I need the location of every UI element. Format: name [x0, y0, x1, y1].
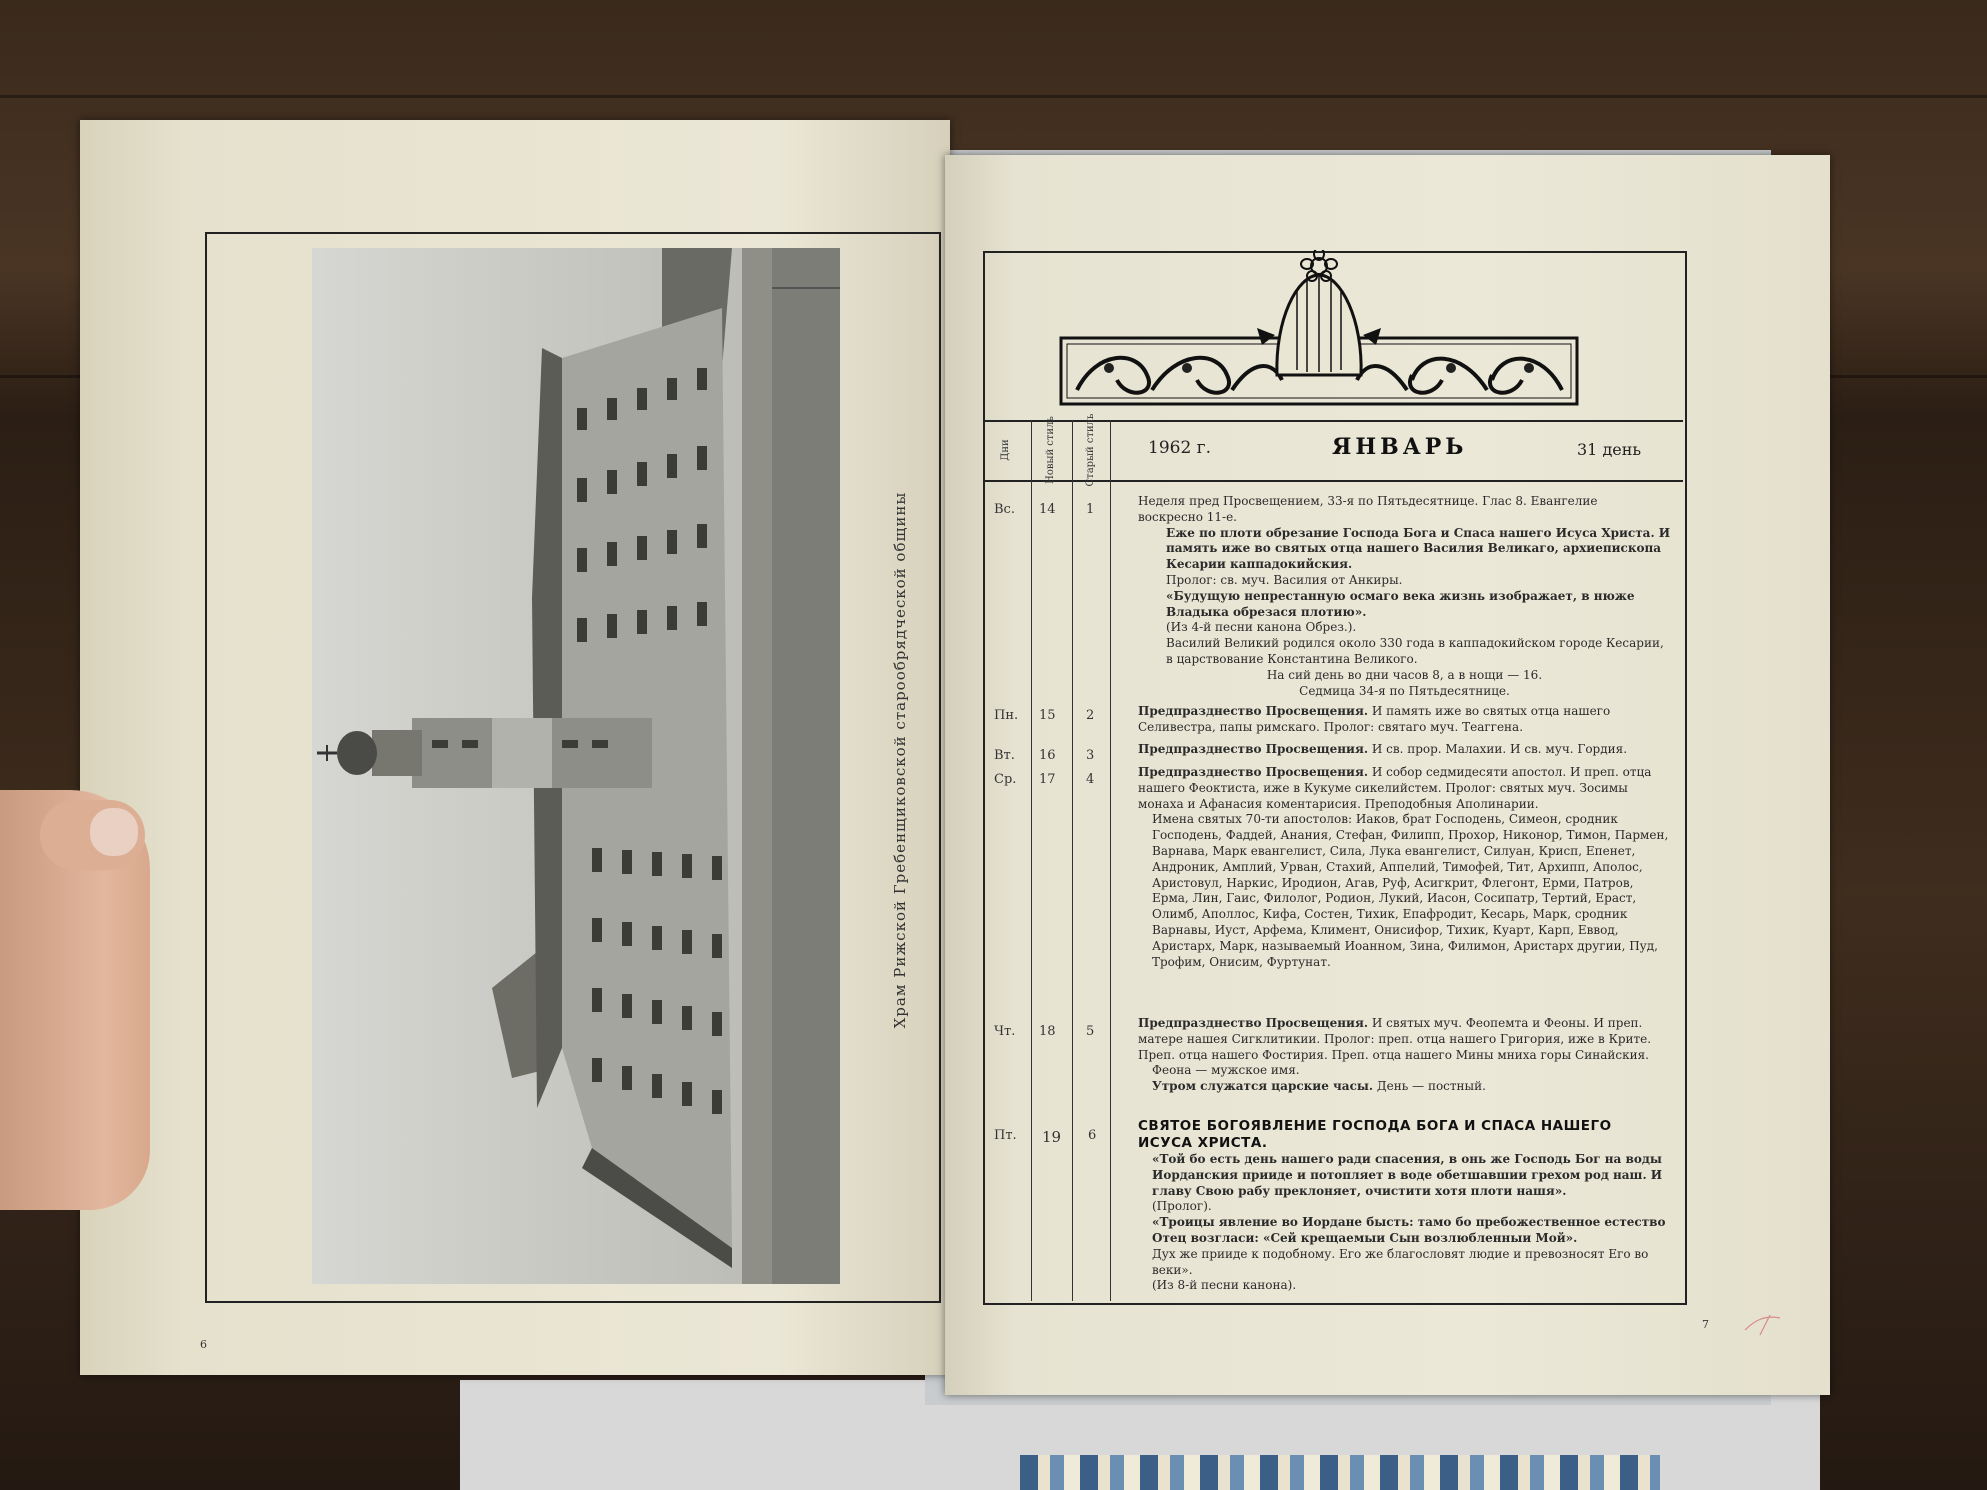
- new-style-date: 17: [1039, 772, 1056, 787]
- month-title: ЯНВАРЬ: [1332, 434, 1468, 460]
- day-name: Пт.: [994, 1128, 1017, 1143]
- page-number-right: 7: [1702, 1318, 1709, 1331]
- entry-text: [1138, 765, 1671, 970]
- entry-line: «Той бо есть день нашего ради спасения, в онь же Господь Бог на воды Иорданския прииде и потопляет в воде обетшавшии грехом род наш. И главу Свою рабу преклоняет, очистити хотя плоти нашя».: [1152, 1152, 1663, 1198]
- day-name: Пн.: [994, 708, 1019, 723]
- day-name: Ср.: [994, 772, 1017, 787]
- column-divider: [1110, 420, 1111, 1301]
- column-header-new-style: Новый стиль: [1045, 415, 1056, 484]
- entry-line: Утром служатся царские часы.: [1152, 1079, 1374, 1094]
- new-style-date: 15: [1039, 708, 1056, 723]
- entry-line: Неделя пред Просвещением, 33-я по Пятьдесятнице. Глас 8. Евангелие: [1138, 494, 1598, 508]
- day-name: Вт.: [994, 748, 1015, 763]
- photo-caption: Храм Рижской Гребенщиковской старообрядческой общины: [891, 491, 909, 1029]
- table-seam: [0, 95, 1987, 98]
- ornament-header-icon: [1057, 250, 1581, 408]
- entry-line: (Из 4-й песни канона Обрез.).: [1166, 620, 1357, 635]
- entry-line: «Троицы явление во Иордане бысть: тамо бо пребожественное естество Отец возгласи: «Сей крещаемыи Сын возлюбленныи Мой».: [1152, 1215, 1666, 1245]
- entry-line: «Будущую непрестанную осмаго века жизнь изображает, в нюже Владыка обрезася плотию».: [1166, 588, 1635, 619]
- entry-line: Имена святых 70-ти апостолов: Иаков, брат Господень, Симеон, сродник Господень, Фаддей, Анания, Стефан, Филипп, Прохор, Никонор, Тимон, Пармен, Варнава, Марк евангелист, Сила, Лука евангелист, Силуан, Крисп, Епенет, Андроник, Амплий, Урван, Стахий, Аппелий, Тимофей, Тит, Архипп, Аполос, Аристовул, Наркис, Иродион, Агав, Руф, Асигкрит, Флегонт, Ерми, Патров, Ерма, Лин, Гаис, Филолог, Родион, Лукий, Иасон, Сосипатр, Тертий, Ераст, Олимб, Аполлос, Кифа, Состен, Тихик, Епафродит, Кесарь, Марк, сродник Варнавы, Иуст, Арфема, Климент, Онисифор, Тихик, Куарт, Карп, Еввод, Аристарх, Марк, называемый Иоанном, Зина, Филимон, Аристарх другии, Пуд, Трофим, Онисим, Фуртунат.: [1152, 812, 1669, 969]
- day-name: Вс.: [994, 502, 1015, 517]
- entry-line: Предпразднество Просвещения.: [1138, 765, 1368, 779]
- day-name: Чт.: [994, 1024, 1016, 1039]
- entry-line: Дух же прииде к подобному. Его же благословят людие и превозносят Его во веки».: [1152, 1246, 1649, 1277]
- entry-line: День — постный.: [1376, 1079, 1486, 1094]
- entry-text: [1138, 1118, 1671, 1294]
- entry-line: Феона — мужское имя.: [1152, 1063, 1300, 1078]
- entry-line: Еже по плоти обрезание Господа Бога и Спаса нашего Исуса Христа. И память иже во святых отца нашего Василия Великаго, архиепископа Кесарии каппадокийския.: [1166, 525, 1671, 572]
- entry-line: (Пролог).: [1152, 1199, 1212, 1214]
- entry-line: воскресно 11-е.: [1138, 509, 1237, 524]
- old-style-date: 6: [1088, 1128, 1097, 1143]
- column-header-old-style: Старый стиль: [1085, 413, 1096, 486]
- entry-line: Василий Великий родился около 330 года в каппадокийском городе Кесарии, в царствование Константина Великого.: [1166, 636, 1664, 666]
- entry-line: Предпразднество Просвещения.: [1138, 704, 1368, 718]
- old-style-date: 1: [1086, 502, 1095, 517]
- entry-text: [1138, 1016, 1671, 1095]
- entry-line: И память иже во святых отца нашего Селивестра, папы римскаго. Пролог: святаго муч. Теаггена.: [1138, 704, 1611, 734]
- year-label: 1962 г.: [1148, 438, 1211, 458]
- entry-line: И святых муч. Феопемта и Феоны. И преп. матере нашея Сигклитикии. Пролог: преп. отца нашего Григория, иже в Крите. Преп. отца нашего Фостирия. Преп. отца нашего Мины мниха горы Синайския.: [1138, 1016, 1652, 1062]
- page-number-left: 6: [200, 1338, 207, 1351]
- new-style-date: 14: [1039, 502, 1056, 517]
- column-divider: [1072, 420, 1073, 1301]
- entry-text: [1138, 494, 1671, 699]
- new-style-date: 19: [1042, 1128, 1062, 1146]
- entry-line: Предпразднество Просвещения.: [1138, 1016, 1368, 1030]
- feast-title: СВЯТОЕ БОГОЯВЛЕНИЕ ГОСПОДА БОГА И СПАСА НАШЕГО ИСУСА ХРИСТА.: [1138, 1118, 1612, 1151]
- new-style-date: 18: [1039, 1024, 1056, 1039]
- old-style-date: 4: [1086, 772, 1095, 787]
- days-count: 31 день: [1577, 440, 1642, 459]
- old-style-date: 5: [1086, 1024, 1095, 1039]
- entry-line: Предпразднество Просвещения.: [1138, 742, 1368, 756]
- column-header-days: Дни: [1000, 438, 1011, 461]
- thumbnail-nail: [90, 808, 138, 856]
- entry-line: И собор седмидесяти апостол. И преп. отца нашего Феоктиста, иже в Кукуме сикелийстем. Пролог: святых муч. Зосимы монаха и Афанасия коментарисия. Преподобныя Аполинарии.: [1138, 765, 1652, 811]
- entry-text: [1138, 704, 1671, 736]
- old-style-date: 2: [1086, 708, 1095, 723]
- entry-line: Пролог: св. муч. Василия от Анкиры.: [1166, 572, 1403, 587]
- column-divider: [1031, 420, 1032, 1301]
- church-photo: [312, 248, 840, 1284]
- entry-line: (Из 8-й песни канона).: [1152, 1278, 1297, 1293]
- fabric-edge: [1020, 1455, 1660, 1490]
- old-style-date: 3: [1086, 748, 1095, 763]
- new-style-date: 16: [1039, 748, 1056, 763]
- entry-text: [1138, 742, 1671, 758]
- pencil-mark-icon: [1740, 1300, 1800, 1340]
- entry-line: На сий день во дни часов 8, а в нощи — 16.: [1266, 667, 1543, 682]
- entry-line: Седмица 34-я по Пятьдесятнице.: [1299, 683, 1510, 698]
- entry-line: И св. прор. Малахии. И св. муч. Гордия.: [1371, 742, 1628, 756]
